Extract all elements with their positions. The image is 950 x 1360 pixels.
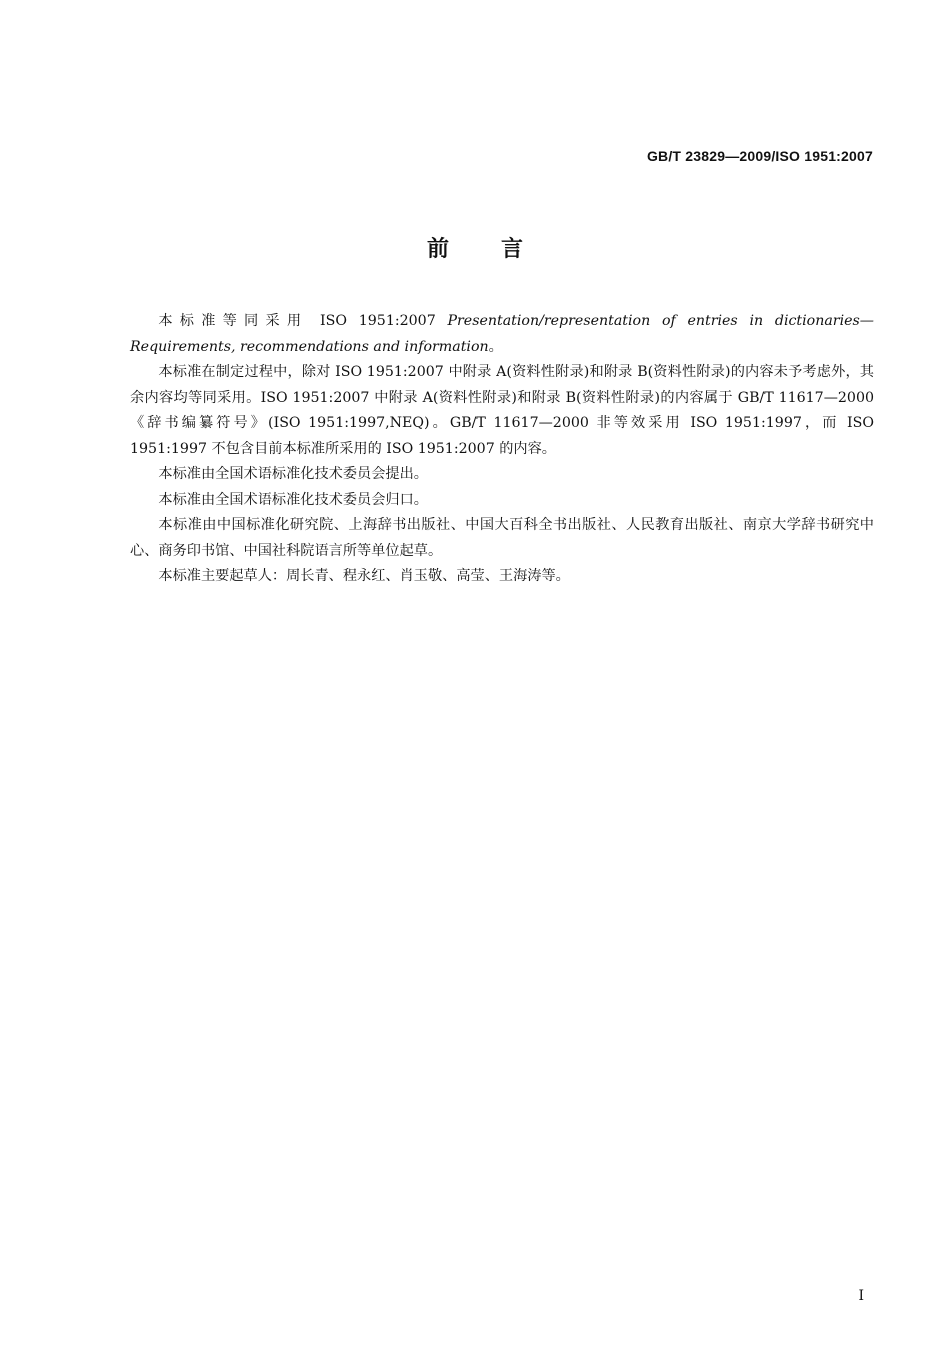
page-number: I (858, 1288, 864, 1304)
paragraph-adoption-prefix: 本标准等同采用 ISO 1951:2007 (158, 313, 448, 329)
document-code-header: GB/T 23829—2009/ISO 1951:2007 (646, 148, 873, 164)
page-title: 前言 (426, 237, 575, 262)
iso-title-italic: Presentation/representation of entries in dictionaries—Requirements, recommendations and information (130, 313, 874, 355)
paragraph-centralized-by: 本标准由全国术语标准化技术委员会归口。 (158, 491, 428, 508)
paragraph-adoption (130, 309, 874, 360)
paragraph-adoption-suffix: 。 (488, 338, 503, 355)
paragraph-proposed-by: 本标准由全国术语标准化技术委员会提出。 (158, 466, 428, 482)
paragraph-drafting-process: 本标准在制定过程中，除对 ISO 1951:2007 中附录 A(资料性附录)和附录 B(资料性附录)的内容未予考虑外，其余内容均等同采用。ISO 1951:2007 中附录 A(资料性附录)和附录 B(资料性附录)的内容属于 GB/T 11617—2000《辞书编纂符号》(ISO 1951:1997,NEQ)。GB/T 11617—2000 非等效采用 ISO 1951:1997，而 ISO 1951:1997 不包含目前本标准所采用的 ISO 1951:2007 的内容。 (130, 364, 874, 457)
paragraph-main-drafters: 本标准主要起草人：周长青、程永红、肖玉敬、高莹、王海涛等。 (158, 568, 570, 584)
paragraph-drafting-units: 本标准由中国标准化研究院、上海辞书出版社、中国大百科全书出版社、人民教育出版社、南京大学辞书研究中心、商务印书馆、中国社科院语言所等单位起草。 (130, 517, 874, 559)
document-body (130, 309, 874, 590)
